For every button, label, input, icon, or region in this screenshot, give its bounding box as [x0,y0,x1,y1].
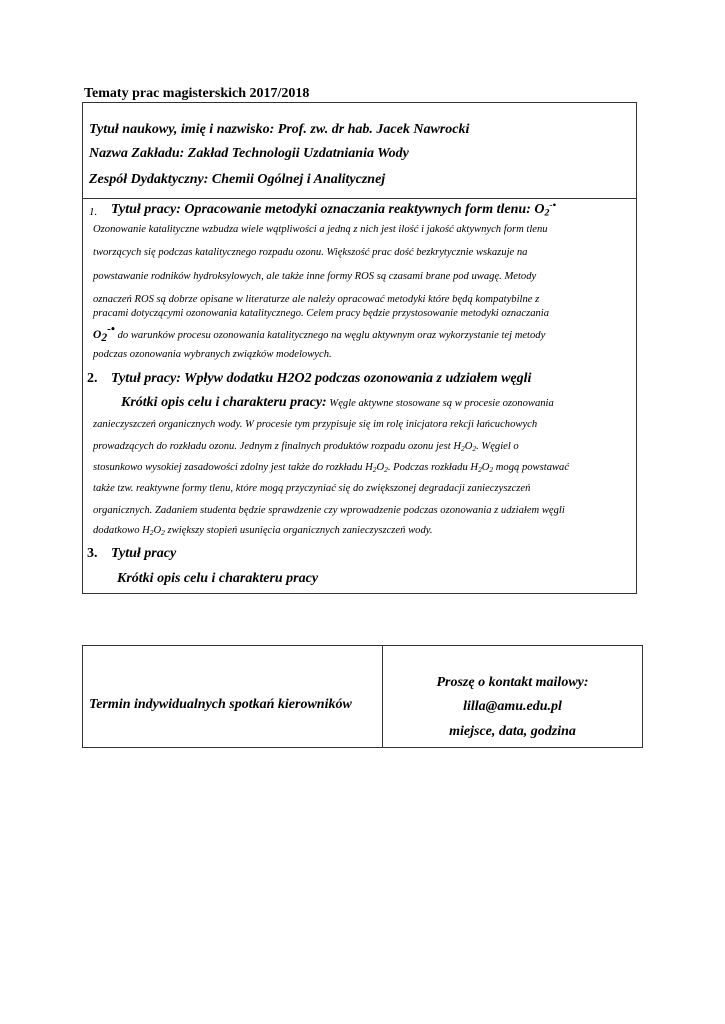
topic1-desc-line [93,323,546,344]
topic2-desc-line: także tzw. reaktywne formy tlenu, które mogą przyczyniać się do zwiększonej degradacji zanieczyszczeń [93,483,531,494]
topic2-desc-line [93,525,433,536]
topics-table [82,102,637,594]
page-title: Tematy prac magisterskich 2017/2018 [84,86,310,101]
topic1-desc-line: tworzących się podczas katalitycznego rozpadu ozonu. Większość prac dość bezkrytycznie wskazuje na [93,247,528,258]
h2o2-sub: 2 [161,527,165,537]
supervisor-header [83,103,636,199]
topic1-title [111,202,556,218]
h2o2-sub: 2 [372,464,377,474]
contact-table [82,645,643,748]
topic2-desc-text: mogą powstawać [493,462,570,473]
h2o2-sub: 2 [478,464,482,474]
topic1-desc-line: podczas ozonowania wybranych związków modelowych. [93,349,332,360]
topic1-number: 1. [89,206,98,218]
o2-sup: -• [107,323,115,336]
o2-sub: 2 [101,331,108,344]
topic2-desc-text: Węgle aktywne stosowane są w procesie ozonowania [326,398,554,409]
h2o2-sub: 2 [149,527,154,537]
topic2-desc-text: dodatkowo H [93,525,150,536]
contact-request: Proszę o kontakt mailowy: [436,675,589,690]
topic1-title-sup: -• [549,200,557,212]
topic1-desc-text: do warunków procesu ozonowania katalitycznego na węglu aktywnym oraz wykorzystanie tej metody [114,330,546,341]
topic2-desc-text: O [464,441,473,452]
contact-email[interactable]: lilla@amu.edu.pl [463,699,562,714]
meeting-term-label: Termin indywidualnych spotkań kierowników [89,697,352,712]
topic2-desc-text: . Węgiel o [476,441,519,452]
o2-symbol: O [93,329,102,341]
topic1-desc-line: oznaczeń ROS są dobrze opisane w literaturze ale należy opracować metodyki które będą kompatybilne z [93,294,540,305]
topic2-title: Tytuł pracy: Wpływ dodatku H2O2 podczas ozonowania z udziałem węgli [111,371,532,386]
topic2-desc-text: . Podczas rozkładu H [387,462,479,473]
contact-cell [383,646,642,747]
h2o2-sub: 2 [472,443,477,453]
meeting-term-cell [83,646,383,747]
h2o2-sub: 2 [489,464,494,474]
h2o2-sub: 2 [461,443,465,453]
topic2-desc-line: organicznych. Zadaniem studenta będzie sprawdzenie czy wprowadzenie podczas ozonowania z udziałem węgli [93,505,565,516]
topic2-number: 2. [87,371,98,386]
topic3-number: 3. [87,546,98,561]
topic2-desc-text: prowadzących do rozkładu ozonu. Jednym z finalnych produktów rozpadu ozonu jest H [93,441,462,452]
topic1-title-sub: 2 [544,207,550,219]
topic2-desc-line [121,395,554,411]
topic2-desc-text: zwiększy stopień usunięcia organicznych zanieczyszczeń wody. [164,525,433,536]
topic2-desc-text: stosunkowo wysokiej zasadowości zdolny jest także do rozkładu H [93,462,373,473]
place-date-time: miejsce, data, godzina [449,724,576,739]
supervisor-name: Tytuł naukowy, imię i nazwisko: Prof. zw. dr hab. Jacek Nawrocki [89,122,470,137]
topic2-desc-line: zanieczyszczeń organicznych wody. W procesie tym przypisuje się im rolę inicjatora rekcji łańcuchowych [93,419,538,430]
topic2-desc-text: O [376,462,385,473]
topic2-desc-text: O [481,462,490,473]
teaching-team: Zespół Dydaktyczny: Chemii Ogólnej i Analitycznej [89,172,386,187]
topic1-desc-line: powstawanie rodników hydroksylowych, ale także inne formy ROS są czasami brane pod uwagę. Metody [93,271,537,282]
topic2-desc-line [93,462,569,473]
topic3-title: Tytuł pracy [111,546,177,561]
h2o2-sub: 2 [384,464,388,474]
topic1-desc-line: pracami dotyczącymi ozonowania katalitycznego. Celem pracy będzie przystosowanie metodyki oznaczania [93,308,550,319]
topic1-title-text: Tytuł pracy: Opracowanie metodyki oznaczania reaktywnych form tlenu: O [111,202,545,217]
topic2-lead: Krótki opis celu i charakteru pracy: [121,395,327,410]
department-name: Nazwa Zakładu: Zakład Technologii Uzdatniania Wody [89,146,409,161]
topic2-desc-text: O [153,525,162,536]
topic2-desc-line [93,441,519,452]
topic1-desc-line: Ozonowanie katalityczne wzbudza wiele wątpliwości a jedną z nich jest ilość i jakość aktywnych form tlenu [93,224,548,235]
topic3-lead: Krótki opis celu i charakteru pracy [117,571,319,586]
